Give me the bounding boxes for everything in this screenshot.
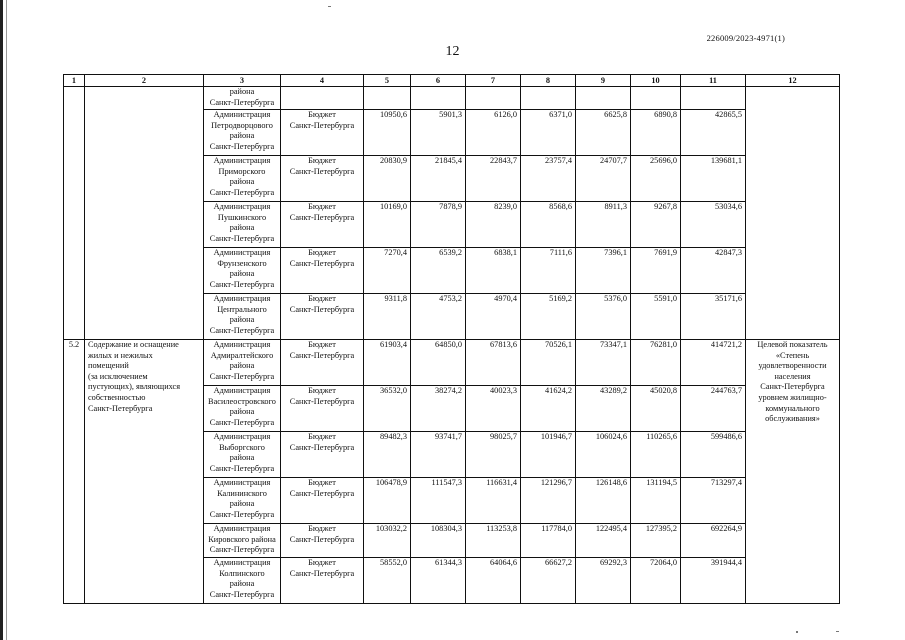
funding-source-cell: Бюджет Санкт-Петербурга — [281, 156, 364, 202]
value-cell-col7: 22843,7 — [466, 156, 521, 202]
funding-source-cell: Бюджет Санкт-Петербурга — [281, 432, 364, 478]
scan-edge-shadow — [0, 0, 3, 640]
value-cell-col7: 116631,4 — [466, 478, 521, 524]
header-cell: 5 — [364, 75, 411, 87]
funding-source-cell: Бюджет Санкт-Петербурга — [281, 558, 364, 604]
scan-speck — [328, 6, 331, 7]
value-cell-col9 — [576, 87, 631, 110]
value-cell-col11 — [681, 87, 746, 110]
table-row — [64, 340, 840, 386]
value-cell-col9: 24707,7 — [576, 156, 631, 202]
document-number: 226009/2023-4971(1) — [706, 33, 785, 43]
value-cell-col10: 72064,0 — [631, 558, 681, 604]
funding-source-cell — [281, 87, 364, 110]
value-cell-col6: 108304,3 — [411, 524, 466, 558]
value-cell-col7: 113253,8 — [466, 524, 521, 558]
value-cell-col7: 4970,4 — [466, 294, 521, 340]
value-cell-col9: 8911,3 — [576, 202, 631, 248]
value-cell-col10: 76281,0 — [631, 340, 681, 386]
executor-cell: Администрация Петродворцового района Санкт-Петербурга — [204, 110, 281, 156]
value-cell-col5: 10950,6 — [364, 110, 411, 156]
value-cell-col6: 21845,4 — [411, 156, 466, 202]
value-cell-col8: 101946,7 — [521, 432, 576, 478]
scan-edge-line — [6, 0, 7, 640]
value-cell-col8: 121296,7 — [521, 478, 576, 524]
value-cell-col8: 6371,0 — [521, 110, 576, 156]
header-cell: 11 — [681, 75, 746, 87]
budget-table — [63, 74, 840, 604]
header-cell: 8 — [521, 75, 576, 87]
executor-cell: района Санкт-Петербурга — [204, 87, 281, 110]
value-cell-col8: 8568,6 — [521, 202, 576, 248]
funding-source-cell: Бюджет Санкт-Петербурга — [281, 340, 364, 386]
value-cell-col8: 66627,2 — [521, 558, 576, 604]
header-cell: 10 — [631, 75, 681, 87]
event-name-cell — [85, 87, 204, 340]
value-cell-col6: 38274,2 — [411, 386, 466, 432]
value-cell-col11: 713297,4 — [681, 478, 746, 524]
value-cell-col7 — [466, 87, 521, 110]
value-cell-col8: 7111,6 — [521, 248, 576, 294]
table-row — [64, 87, 840, 110]
value-cell-col11: 244763,7 — [681, 386, 746, 432]
funding-source-cell: Бюджет Санкт-Петербурга — [281, 202, 364, 248]
value-cell-col10: 7691,9 — [631, 248, 681, 294]
value-cell-col5: 89482,3 — [364, 432, 411, 478]
value-cell-col7: 64064,6 — [466, 558, 521, 604]
indicator-cell — [746, 87, 840, 340]
row-number-cell: 5.2 — [64, 340, 85, 604]
value-cell-col9: 7396,1 — [576, 248, 631, 294]
value-cell-col7: 98025,7 — [466, 432, 521, 478]
value-cell-col6: 4753,2 — [411, 294, 466, 340]
value-cell-col11: 414721,2 — [681, 340, 746, 386]
value-cell-col6: 61344,3 — [411, 558, 466, 604]
executor-cell: Администрация Центрального района Санкт-Петербурга — [204, 294, 281, 340]
value-cell-col11: 599486,6 — [681, 432, 746, 478]
header-cell: 12 — [746, 75, 840, 87]
scan-speck — [836, 631, 839, 632]
executor-cell: Администрация Пушкинского района Санкт-Петербурга — [204, 202, 281, 248]
value-cell-col6: 5901,3 — [411, 110, 466, 156]
value-cell-col9: 73347,1 — [576, 340, 631, 386]
value-cell-col5: 61903,4 — [364, 340, 411, 386]
value-cell-col11: 391944,4 — [681, 558, 746, 604]
value-cell-col9: 43289,2 — [576, 386, 631, 432]
value-cell-col5 — [364, 87, 411, 110]
page-number: 12 — [445, 44, 460, 59]
header-cell: 6 — [411, 75, 466, 87]
value-cell-col6: 7878,9 — [411, 202, 466, 248]
value-cell-col5: 20830,9 — [364, 156, 411, 202]
value-cell-col10: 25696,0 — [631, 156, 681, 202]
funding-source-cell: Бюджет Санкт-Петербурга — [281, 524, 364, 558]
value-cell-col11: 692264,9 — [681, 524, 746, 558]
value-cell-col11: 42865,5 — [681, 110, 746, 156]
funding-source-cell: Бюджет Санкт-Петербурга — [281, 294, 364, 340]
value-cell-col5: 36532,0 — [364, 386, 411, 432]
scan-speck — [796, 631, 798, 633]
value-cell-col11: 139681,1 — [681, 156, 746, 202]
value-cell-col6: 6539,2 — [411, 248, 466, 294]
header-cell: 9 — [576, 75, 631, 87]
value-cell-col8 — [521, 87, 576, 110]
value-cell-col7: 40023,3 — [466, 386, 521, 432]
executor-cell: Администрация Калининского района Санкт-Петербурга — [204, 478, 281, 524]
value-cell-col7: 6126,0 — [466, 110, 521, 156]
value-cell-col9: 122495,4 — [576, 524, 631, 558]
value-cell-col10: 9267,8 — [631, 202, 681, 248]
funding-source-cell: Бюджет Санкт-Петербурга — [281, 478, 364, 524]
executor-cell: Администрация Василеостровского района Санкт-Петербурга — [204, 386, 281, 432]
value-cell-col7: 8239,0 — [466, 202, 521, 248]
value-cell-col9: 5376,0 — [576, 294, 631, 340]
value-cell-col10: 131194,5 — [631, 478, 681, 524]
executor-cell: Администрация Адмиралтейского района Санкт-Петербурга — [204, 340, 281, 386]
value-cell-col5: 103032,2 — [364, 524, 411, 558]
indicator-cell: Целевой показатель «Степень удовлетворенности населения Санкт-Петербурга уровнем жилищно- коммунального обслуживания» — [746, 340, 840, 604]
value-cell-col10: 110265,6 — [631, 432, 681, 478]
executor-cell: Администрация Приморского района Санкт-Петербурга — [204, 156, 281, 202]
value-cell-col10: 127395,2 — [631, 524, 681, 558]
value-cell-col9: 6625,8 — [576, 110, 631, 156]
funding-source-cell: Бюджет Санкт-Петербурга — [281, 110, 364, 156]
executor-cell: Администрация Кировского района Санкт-Петербурга — [204, 524, 281, 558]
value-cell-col10: 5591,0 — [631, 294, 681, 340]
executor-cell: Администрация Колпинского района Санкт-Петербурга — [204, 558, 281, 604]
value-cell-col9: 69292,3 — [576, 558, 631, 604]
value-cell-col6: 64850,0 — [411, 340, 466, 386]
header-cell: 2 — [85, 75, 204, 87]
header-cell: 4 — [281, 75, 364, 87]
value-cell-col11: 42847,3 — [681, 248, 746, 294]
value-cell-col8: 117784,0 — [521, 524, 576, 558]
value-cell-col9: 126148,6 — [576, 478, 631, 524]
value-cell-col5: 106478,9 — [364, 478, 411, 524]
value-cell-col11: 35171,6 — [681, 294, 746, 340]
value-cell-col6 — [411, 87, 466, 110]
value-cell-col8: 5169,2 — [521, 294, 576, 340]
header-row — [64, 75, 840, 87]
value-cell-col7: 67813,6 — [466, 340, 521, 386]
value-cell-col10: 6890,8 — [631, 110, 681, 156]
value-cell-col5: 7270,4 — [364, 248, 411, 294]
header-cell: 1 — [64, 75, 85, 87]
funding-source-cell: Бюджет Санкт-Петербурга — [281, 386, 364, 432]
value-cell-col11: 53034,6 — [681, 202, 746, 248]
value-cell-col10: 45020,8 — [631, 386, 681, 432]
executor-cell: Администрация Выборгского района Санкт-Петербурга — [204, 432, 281, 478]
funding-source-cell: Бюджет Санкт-Петербурга — [281, 248, 364, 294]
value-cell-col5: 10169,0 — [364, 202, 411, 248]
value-cell-col8: 23757,4 — [521, 156, 576, 202]
value-cell-col7: 6838,1 — [466, 248, 521, 294]
executor-cell: Администрация Фрунзенского района Санкт-Петербурга — [204, 248, 281, 294]
header-cell: 7 — [466, 75, 521, 87]
value-cell-col9: 106024,6 — [576, 432, 631, 478]
value-cell-col6: 93741,7 — [411, 432, 466, 478]
value-cell-col8: 70526,1 — [521, 340, 576, 386]
value-cell-col5: 9311,8 — [364, 294, 411, 340]
value-cell-col10 — [631, 87, 681, 110]
row-number-cell — [64, 87, 85, 340]
value-cell-col6: 111547,3 — [411, 478, 466, 524]
event-name-cell: Содержание и оснащение жилых и нежилых помещений (за исключением пустующих), являющихся собственностью Санкт-Петербурга — [85, 340, 204, 604]
header-cell: 3 — [204, 75, 281, 87]
value-cell-col5: 58552,0 — [364, 558, 411, 604]
value-cell-col8: 41624,2 — [521, 386, 576, 432]
